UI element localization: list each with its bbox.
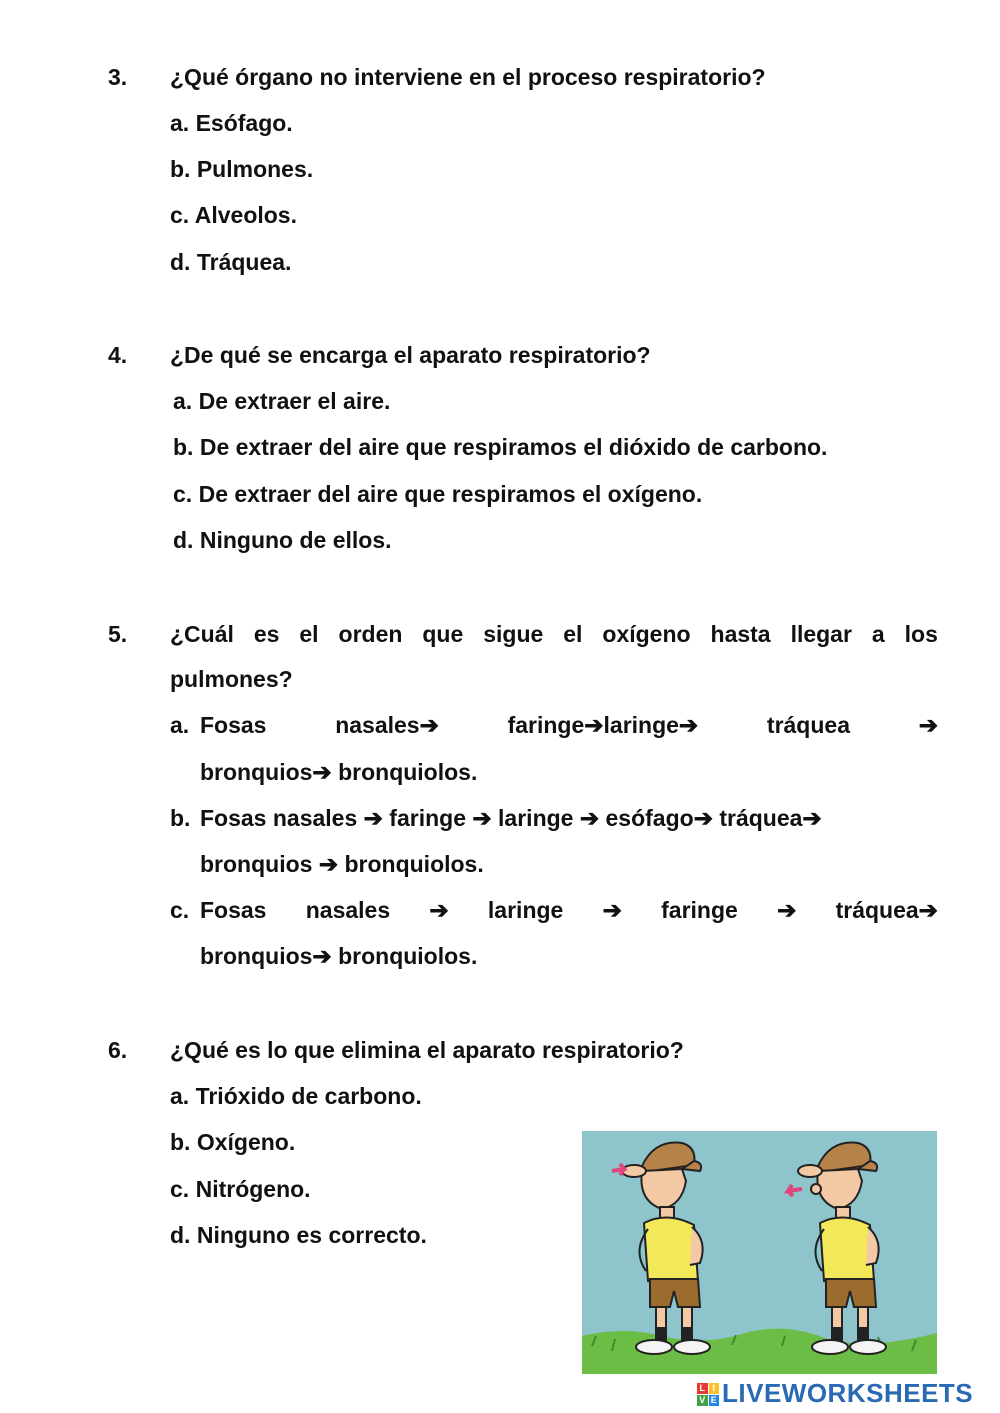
option-b[interactable] <box>173 434 827 461</box>
option-letter: a. <box>173 388 193 414</box>
option-letter: b. <box>170 805 191 831</box>
option-b[interactable] <box>170 1129 295 1156</box>
live-logo-icon <box>697 1383 719 1405</box>
question-text: ¿Qué órgano no interviene en el proceso respiratorio? <box>170 64 766 90</box>
option-line1: Fosas nasales ➔ faringe ➔ laringe ➔ esófago➔ tráquea➔ <box>200 805 822 831</box>
logo-letter: V <box>697 1395 708 1406</box>
word: llegar <box>790 621 852 647</box>
option-letter: d. <box>173 527 194 553</box>
word: ¿Cuál <box>170 621 234 647</box>
word: ➔ <box>918 712 938 738</box>
option-letter: b. <box>170 1129 191 1155</box>
word: Fosas <box>200 712 267 738</box>
word: ➔ <box>429 897 449 923</box>
option-letter: b. <box>173 434 194 460</box>
option-letter: a. <box>170 1083 190 1109</box>
option-a[interactable] <box>173 388 390 415</box>
word: nasales➔ <box>335 712 439 738</box>
option-text: Oxígeno. <box>196 1129 296 1155</box>
option-letter: d. <box>170 249 191 275</box>
option-letter: c. <box>173 481 193 507</box>
word: Fosas <box>200 897 267 923</box>
question-number: 3. <box>108 64 128 90</box>
option-c[interactable] <box>173 481 702 508</box>
option-line1 <box>200 712 938 739</box>
question-number: 5. <box>108 621 128 647</box>
word: el <box>299 621 319 647</box>
option-line1 <box>200 897 938 924</box>
question-text-line1 <box>170 621 938 648</box>
option-letter: a. <box>170 110 190 136</box>
word: hasta <box>710 621 771 647</box>
word: es <box>253 621 280 647</box>
option-line2: bronquios ➔ bronquiolos. <box>200 851 484 877</box>
option-text: Ninguno de ellos. <box>199 527 392 553</box>
option-c[interactable] <box>170 1176 311 1203</box>
option-letter: b. <box>170 156 191 182</box>
option-letter: d. <box>170 1222 191 1248</box>
question-number: 6. <box>108 1037 128 1063</box>
word: laringe <box>487 897 564 923</box>
brand-name: LIVEWORKSHEETS <box>722 1378 974 1408</box>
word: oxígeno <box>602 621 691 647</box>
word: sigue <box>483 621 544 647</box>
option-letter: a. <box>170 712 190 738</box>
option-line2: bronquios➔ bronquiolos. <box>200 759 478 785</box>
logo-letter: L <box>697 1383 708 1394</box>
word: que <box>422 621 464 647</box>
option-text: De extraer del aire que respiramos el oxígeno. <box>198 481 703 507</box>
option-c[interactable] <box>170 202 297 229</box>
word: faringe <box>661 897 738 923</box>
question-text-line2: pulmones? <box>170 666 293 692</box>
word: orden <box>338 621 403 647</box>
option-text: Pulmones. <box>196 156 314 182</box>
option-d[interactable] <box>173 527 392 554</box>
option-d[interactable] <box>170 249 291 276</box>
option-text: Nitrógeno. <box>195 1176 311 1202</box>
liveworksheets-logo <box>697 1378 973 1409</box>
option-b[interactable] <box>170 156 313 183</box>
breathing-people-illustration <box>582 1131 937 1374</box>
question-number: 4. <box>108 342 128 368</box>
word: a <box>871 621 885 647</box>
option-a[interactable] <box>170 1083 422 1110</box>
option-d[interactable] <box>170 1222 427 1249</box>
option-letter: c. <box>170 202 190 228</box>
logo-letter: I <box>709 1383 720 1394</box>
option-line2: bronquios➔ bronquiolos. <box>200 943 478 969</box>
option-letter: c. <box>170 897 190 923</box>
word: nasales <box>305 897 391 923</box>
word: ➔ <box>602 897 622 923</box>
word: faringe➔laringe➔ <box>507 712 699 738</box>
word: el <box>563 621 583 647</box>
option-text: Alveolos. <box>194 202 297 228</box>
option-text: Ninguno es correcto. <box>196 1222 427 1248</box>
word: tráquea <box>766 712 850 738</box>
question-text: ¿De qué se encarga el aparato respiratorio? <box>170 342 651 368</box>
option-letter: c. <box>170 1176 190 1202</box>
option-text: De extraer del aire que respiramos el dióxido de carbono. <box>199 434 828 460</box>
word: tráquea➔ <box>835 897 938 923</box>
word: los <box>904 621 938 647</box>
logo-letter: E <box>709 1395 720 1406</box>
option-text: De extraer el aire. <box>198 388 391 414</box>
option-text: Esófago. <box>195 110 293 136</box>
option-text: Trióxido de carbono. <box>195 1083 422 1109</box>
option-a[interactable] <box>170 110 293 137</box>
question-text: ¿Qué es lo que elimina el aparato respiratorio? <box>170 1037 684 1063</box>
option-text: Tráquea. <box>196 249 292 275</box>
word: ➔ <box>777 897 797 923</box>
